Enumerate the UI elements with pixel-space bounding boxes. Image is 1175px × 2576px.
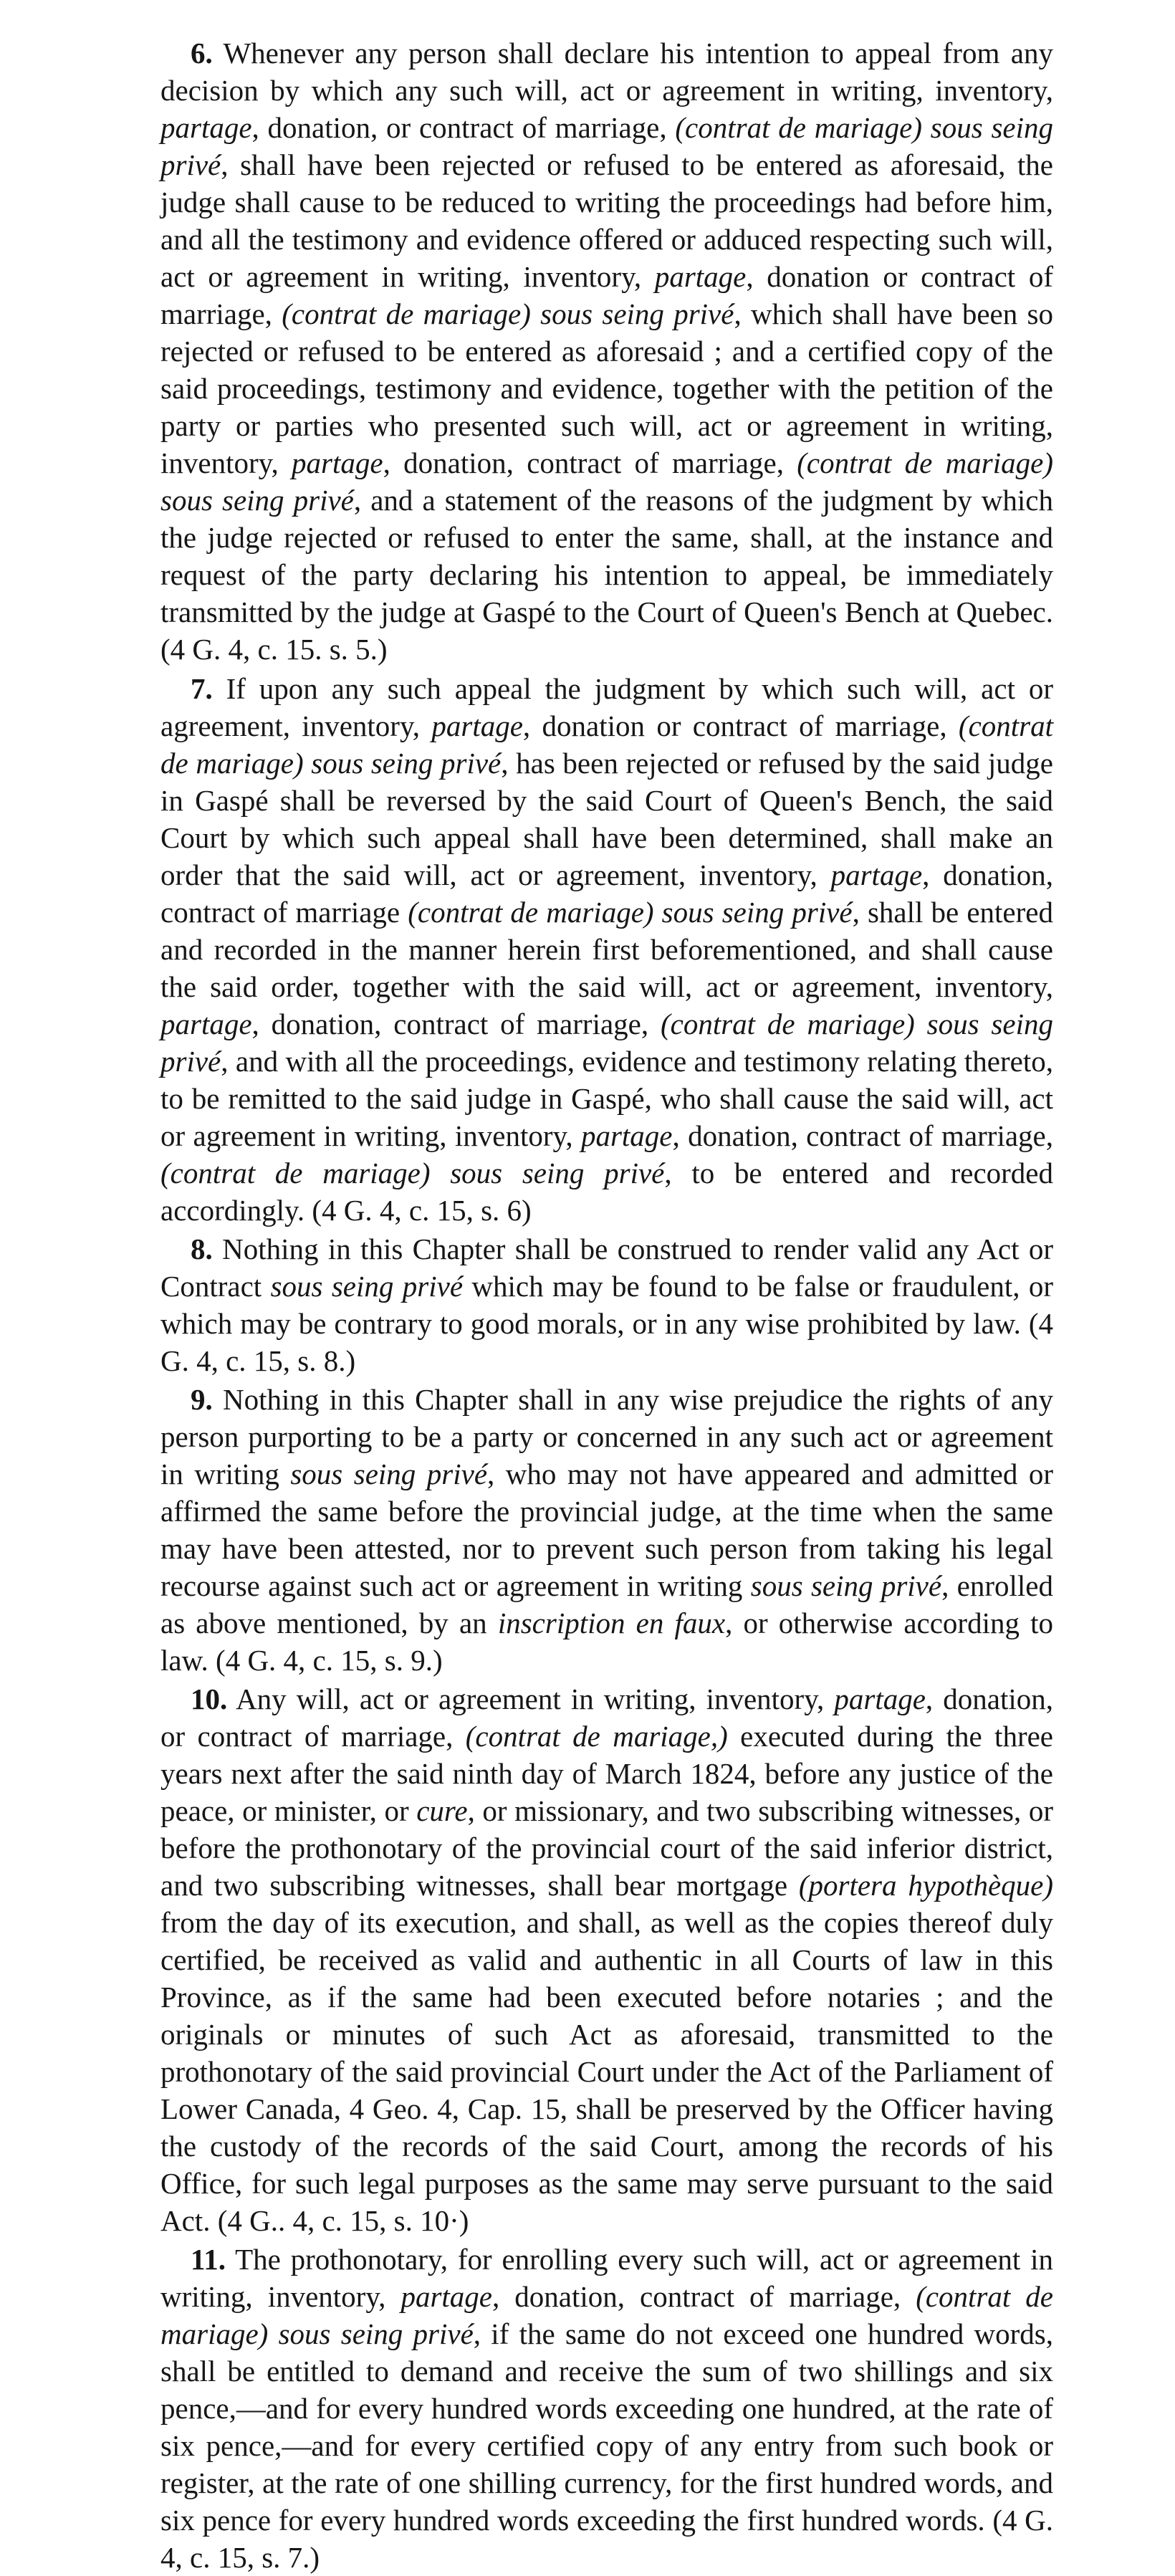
section-8-paragraph: [160, 1230, 1053, 1379]
text-run: , enrolled as above mentioned, by an: [160, 1569, 1053, 1639]
text-run: If upon any such appeal the judgment by which such will, act or agreement, inventory,: [160, 672, 1053, 742]
italic-term: cure: [416, 1794, 468, 1827]
section-6-paragraph: [160, 34, 1053, 668]
text-run: , donation or contract of marriage,: [522, 709, 959, 742]
italic-term: (contrat de mariage) sous seing privé: [160, 446, 1053, 517]
text-run: The prothonotary, for enrolling every such will, act or agreement in writing, inventory,: [160, 2243, 1053, 2313]
section-text: [160, 2243, 1053, 2574]
italic-term: partage: [292, 446, 383, 479]
text-run: , donation, contract of marriage: [160, 858, 1053, 929]
text-run: from the day of its execution, and shall, as well as the copies thereof duly certified, be received as valid and authentic in all Courts of law in this Province, as if the same had been executed before notaries ; and the originals or minutes of such Act as aforesaid, transmitted to the prothonotary of the said provincial Court under the Act of the Parliament of Lower Canada, 4 Geo. 4, Cap. 15, shall be preserved by the Officer having the custody of the records of the said Court, among the records of his Office, for such legal purposes as the same may serve pursuant to the said Act. (4 G.. 4, c. 15, s. 10·): [160, 1906, 1053, 2237]
section-number: 10.: [191, 1682, 228, 1715]
text-run: which may be found to be false or fraudulent, or which may be contrary to good morals, or in any wise prohibited by law. (4 G. 4, c. 15, s. 8.): [160, 1270, 1053, 1377]
section-10-paragraph: [160, 1680, 1053, 2239]
italic-term: sous seing privé: [750, 1569, 942, 1602]
text-run: , shall be entered and recorded in the manner herein first beforementioned, and shall cause the said order, together with the said will, act or agreement, inventory,: [160, 896, 1053, 1003]
section-11-paragraph: [160, 2241, 1053, 2576]
italic-term: (portera hypothèque): [798, 1869, 1053, 1902]
italic-term: (contrat de mariage) sous seing privé: [160, 2280, 1053, 2350]
text-run: , donation or contract of marriage,: [160, 260, 1053, 330]
italic-term: (contrat de mariage) sous seing privé: [408, 896, 853, 929]
section-7-paragraph: [160, 670, 1053, 1229]
text-run: , who may not have appeared and admitted or affirmed the same before the provincial judge, at the time when the same may have been attested, nor to prevent such person from taking his legal recourse against such act or agreement in writing: [160, 1457, 1054, 1602]
italic-term: sous seing privé: [270, 1270, 464, 1303]
text-run: Nothing in this Chapter shall be construed to render valid any Act or Contract: [160, 1232, 1054, 1303]
italic-term: partage: [160, 1007, 252, 1040]
italic-term: (contrat de mariage) sous seing privé: [160, 1157, 665, 1189]
section-text: [160, 1682, 1053, 2237]
text-run: , donation, contract of marriage,: [383, 446, 797, 479]
italic-term: inscription en faux: [497, 1607, 726, 1639]
text-run: , or otherwise according to law. (4 G. 4, c. 15, s. 9.): [160, 1607, 1053, 1677]
text-run: , donation, or contract of marriage,: [251, 111, 676, 144]
text-run: Any will, act or agreement in writing, inventory,: [236, 1682, 835, 1715]
text-run: , donation, contract of marriage,: [672, 1119, 1053, 1152]
italic-term: sous seing privé: [290, 1457, 488, 1490]
italic-term: partage: [431, 709, 523, 742]
section-number: 8.: [191, 1232, 213, 1265]
section-number: 7.: [191, 672, 213, 705]
text-run: , donation, contract of marriage,: [492, 2280, 916, 2313]
text-run: , if the same do not exceed one hundred words, shall be entitled to demand and receive the sum of two shillings and six pence,—and for every hundred words exceeding one hundred, at the rate of six pence,—and for every certified copy of any entry from such book or register, at the rate of one shilling currency, for the first hundred words, and six pence for every hundred words exceeding the first hundred words. (4 G. 4, c. 15, s. 7.): [160, 2317, 1053, 2574]
section-number: 6.: [191, 37, 213, 70]
italic-term: partage: [834, 1682, 926, 1715]
italic-term: (contrat de mariage,): [465, 1720, 728, 1753]
section-text: [160, 672, 1053, 1227]
text-run: , shall have been rejected or refused to be entered as aforesaid, the judge shall cause to be reduced to writing the proceedings had before him, and all the testimony and evidence offered or adduced respecting such will, act or agreement in writing, inventory,: [160, 148, 1053, 293]
text-run: , donation, or contract of marriage,: [160, 1682, 1053, 1753]
italic-term: partage: [580, 1119, 673, 1152]
section-9-paragraph: [160, 1381, 1053, 1679]
italic-term: sous seing privé: [160, 111, 1054, 181]
section-number: 9.: [191, 1383, 213, 1416]
section-text: [160, 37, 1053, 666]
text-run: [922, 111, 931, 144]
document-page: [160, 34, 1053, 2576]
italic-term: (contrat de mariage) sous seing privé: [160, 709, 1054, 780]
text-run: , has been rejected or refused by the said judge in Gaspé shall be reversed by the said Court of Queen's Bench, the said Court by which such appeal shall have been determined, shall make an order that the said will, act or agreement, inventory,: [160, 747, 1054, 891]
italic-term: (contrat de mariage) sous seing privé: [160, 1007, 1053, 1078]
section-text: [160, 1232, 1053, 1377]
text-run: , which shall have been so rejected or refused to be entered as aforesaid ; and a certified copy of the said proceedings, testimony and evidence, together with the petition of the party or parties who presented such will, act or agreement in writing, inventory,: [160, 297, 1053, 479]
italic-term: partage: [160, 111, 252, 144]
text-run: executed during the three years next after the said ninth day of March 1824, before any justice of the peace, or minister, or: [160, 1720, 1053, 1827]
italic-term: partage: [654, 260, 747, 293]
text-run: , and with all the proceedings, evidence and testimony relating thereto, to be remitted to the said judge in Gaspé, who shall cause the said will, act or agreement in writing, inventory,: [160, 1045, 1053, 1152]
text-run: , or missionary, and two subscribing witnesses, or before the prothonotary of the provincial court of the said inferior district, and two subscribing witnesses, shall bear mortgage: [160, 1794, 1053, 1902]
section-number: 11.: [191, 2243, 226, 2276]
italic-term: (contrat de mariage): [675, 111, 923, 144]
italic-term: partage: [830, 858, 923, 891]
text-run: , and a statement of the reasons of the judgment by which the judge rejected or refused to enter the same, shall, at the instance and request of the party declaring his intention to appeal, be immediately transmitted by the judge at Gaspé to the Court of Queen's Bench at Quebec. (4 G. 4, c. 15. s. 5.): [160, 484, 1053, 666]
text-run: , donation, contract of marriage,: [251, 1007, 661, 1040]
section-text: [160, 1383, 1053, 1677]
italic-term: (contrat de mariage) sous seing privé: [282, 297, 734, 330]
text-run: Whenever any person shall declare his intention to appeal from any decision by which any such will, act or agreement in writing, inventory,: [160, 37, 1053, 107]
text-run: , to be entered and recorded accordingly. (4 G. 4, c. 15, s. 6): [160, 1157, 1053, 1227]
italic-term: partage: [401, 2280, 492, 2313]
text-run: Nothing in this Chapter shall in any wise prejudice the rights of any person purporting to be a party or concerned in any such act or agreement in writing: [160, 1383, 1053, 1490]
